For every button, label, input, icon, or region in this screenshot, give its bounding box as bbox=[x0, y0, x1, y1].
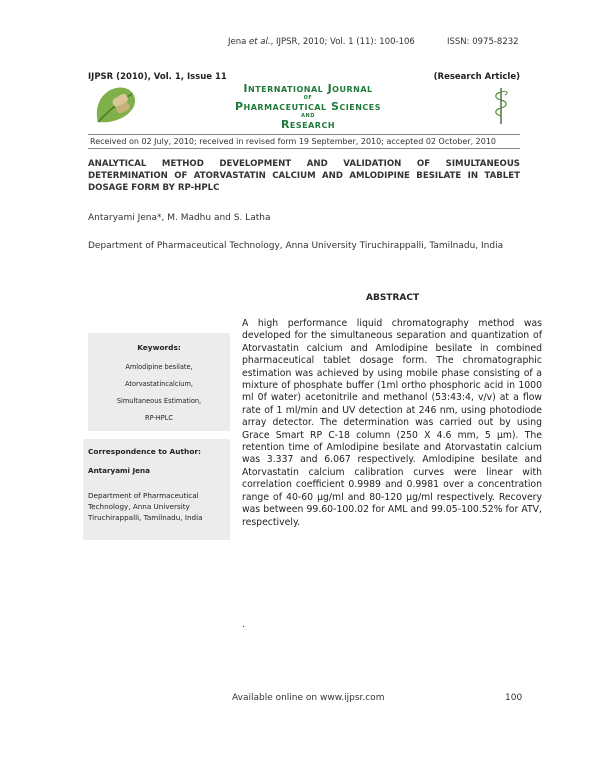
article-type: (Research Article) bbox=[433, 72, 520, 82]
correspondence-address: Department of Pharmaceutical Technology, Anna University Tiruchirappalli, Tamilnadu, India bbox=[88, 491, 203, 522]
journal-title bbox=[198, 83, 418, 130]
keyword-item: Amlodipine besilate, bbox=[125, 363, 193, 371]
journal-title-line1: International Journal bbox=[243, 82, 373, 95]
journal-title-line2: of bbox=[303, 93, 313, 101]
stray-mark: . bbox=[242, 620, 245, 630]
journal-title-line3: Pharmaceutical Sciences bbox=[234, 100, 382, 113]
correspondence-name: Antaryami Jena bbox=[88, 466, 151, 475]
affiliation: Department of Pharmaceutical Technology, Anna University Tiruchirappalli, Tamilnadu, India bbox=[88, 241, 504, 251]
keywords-list bbox=[88, 359, 230, 427]
journal-title-line5: Research bbox=[280, 118, 336, 131]
footer-availability: Available online on www.ijpsr.com bbox=[232, 693, 385, 703]
masthead bbox=[88, 80, 520, 136]
authors: Antaryami Jena*, M. Madhu and S. Latha bbox=[88, 213, 271, 223]
caduceus-icon bbox=[492, 86, 510, 126]
article-title: ANALYTICAL METHOD DEVELOPMENT AND VALIDATION OF SIMULTANEOUS DETERMINATION OF ATORVASTATIN CALCIUM AND AMLODIPINE BESILATE IN TABLET DOSAGE FORM BY RP-HPLC bbox=[88, 159, 520, 193]
received-dates: Received on 02 July, 2010; received in revised form 19 September, 2010; accepted 02 October, 2010 bbox=[90, 137, 497, 146]
keyword-item: Simultaneous Estimation, bbox=[116, 397, 202, 405]
keywords-heading: Keywords: bbox=[137, 343, 181, 352]
citation: Jena et al., IJPSR, 2010; Vol. 1 (11): 100-106 bbox=[228, 37, 415, 47]
ginkgo-leaf-logo bbox=[90, 82, 140, 128]
keyword-item: RP-HPLC bbox=[144, 414, 173, 422]
issn: ISSN: 0975-8232 bbox=[447, 37, 519, 47]
page-number: 100 bbox=[505, 693, 523, 703]
abstract-body: A high performance liquid chromatography method was developed for the simultaneous separation and quantization of Atorvastatin calcium and Amlodipine besilate in combined pharmaceutical tablet dosage form. The chromatographic estimation was achieved by using mobile phase consisting of a mixture of phosphate buffer (1ml ortho phosphoric acid in 1000 ml 0f water) acetonitrile and methanol (53:43:4, v/v) at a flow rate of 1 ml/min and UV detection at 246 nm, using photodiode array detector. The determination was carried out by using Grace Smart RP C-18 column (250 X 4.6 mm, 5 µm). The retention time of Amlodipine besilate and Atorvastatin calcium was 3.337 and 6.067 respectively. Amlodipine besilate and Atorvastatin calcium calibration curves were linear with correlation coefficient 0.9989 and 0.9981 over a concentration range of 40-60 µg/ml and 80-120 µg/ml respectively. Recovery was between 99.60-100.02 for AML and 99.05-100.52% for ATV, respectively. bbox=[242, 318, 542, 528]
abstract-heading: ABSTRACT bbox=[366, 293, 420, 303]
masthead-rule bbox=[88, 134, 520, 135]
correspondence-heading: Correspondence to Author: bbox=[88, 447, 201, 456]
keyword-item: Atorvastatincalcium, bbox=[125, 380, 193, 388]
issue-info: IJPSR (2010), Vol. 1, Issue 11 bbox=[88, 72, 227, 82]
journal-title-line4: and bbox=[301, 111, 315, 119]
received-rule bbox=[88, 148, 520, 149]
